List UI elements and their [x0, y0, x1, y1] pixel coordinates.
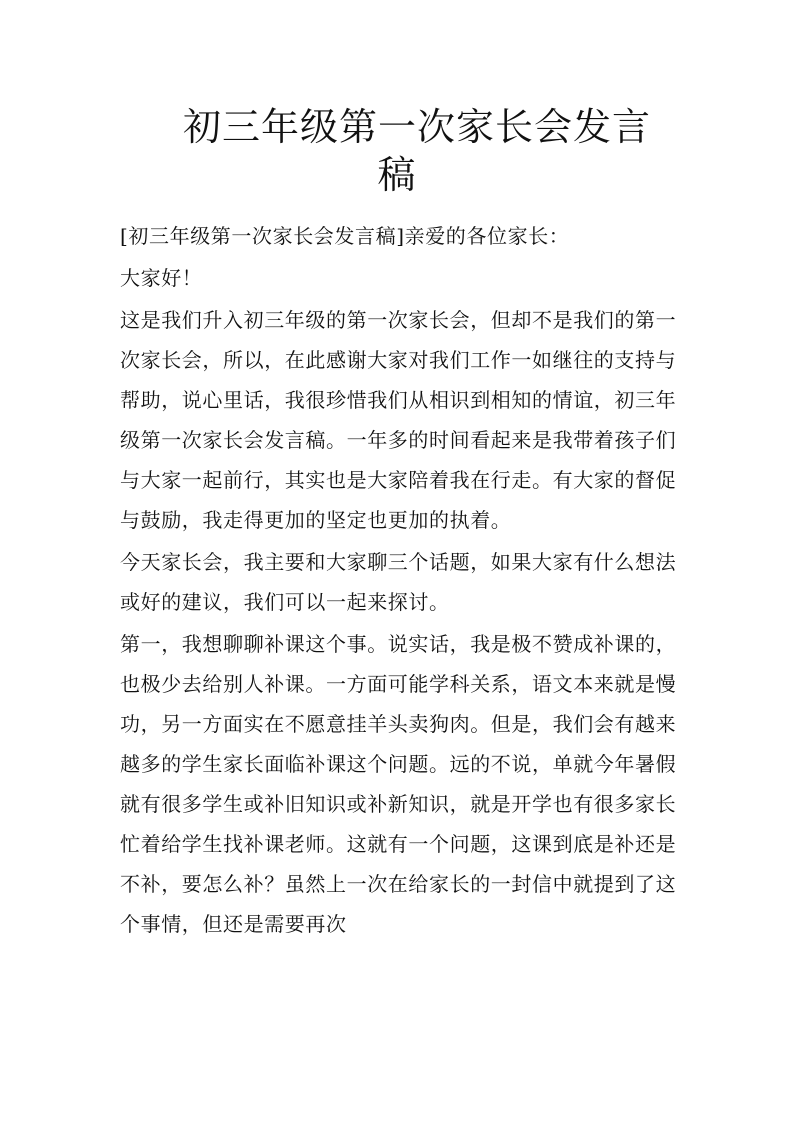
body-paragraph: 这是我们升入初三年级的第一次家长会，但却不是我们的第一次家长会，所以，在此感谢大家对我们工作一如继往的支持与帮助，说心里话，我很珍惜我们从相识到相知的情谊，初三年级第一次家长会发言稿。一年多的时间看起来是我带着孩子们与大家一起前行，其实也是大家陪着我在行走。有大家的督促与鼓励，我走得更加的坚定也更加的执着。 — [120, 308, 677, 532]
document-title-line-2: 稿 — [377, 153, 417, 197]
body-paragraph: 第一，我想聊聊补课这个事。说实话，我是极不赞成补课的，也极少去给别人补课。一方面可能学科关系，语文本来就是慢功，另一方面实在不愿意挂羊头卖狗肉。但是，我们会有越来越多的学生家长面临补课这个问题。远的不说，单就今年暑假就有很多学生或补旧知识或补新知识，就是开学也有很多家长忙着给学生找补课老师。这就有一个问题，这课到底是补还是不补，要怎么补？虽然上一次在给家长的一封信中就提到了这个事情，但还是需要再次 — [120, 632, 677, 936]
document-body — [120, 216, 680, 944]
body-paragraph: 今天家长会，我主要和大家聊三个话题，如果大家有什么想法或好的建议，我们可以一起来探讨。 — [120, 550, 677, 614]
salutation-paragraph: [初三年级第一次家长会发言稿]亲爱的各位家长： — [120, 224, 570, 248]
greeting-paragraph: 大家好！ — [120, 266, 203, 290]
document-title-line-1: 初三年级第一次家长会发言 — [182, 105, 651, 149]
